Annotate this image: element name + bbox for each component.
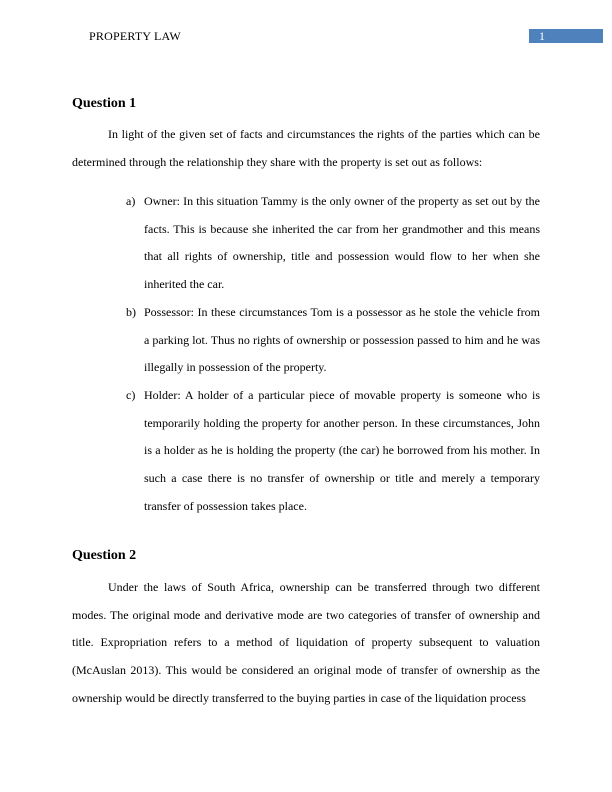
list-marker: b): [126, 304, 136, 319]
list-marker: c): [126, 387, 136, 402]
list-item: [72, 382, 540, 521]
list-item: [72, 188, 540, 299]
question-2-body: [72, 574, 540, 713]
list-marker: a): [126, 194, 136, 208]
question-2-body-text: Under the laws of South Africa, ownership can be transferred through two different modes. The original mode and derivative mode are two categories of transfer of ownership and title. Expropriation refers to a method of liquidation of property subsequent to valuation (McAuslan 2013). This would be considered an original mode of transfer of ownership as the ownership would be directly transferred to the buying parties in case of the liquidation process: [72, 580, 540, 705]
rights-list: [72, 188, 540, 520]
question-2-heading: Question 2: [72, 548, 137, 563]
list-item-text: Possessor: In these circumstances Tom is a possessor as he stole the vehicle from a parking lot. Thus no rights of ownership or possession passed to him and he was illegally in possession of the property.: [144, 304, 540, 375]
list-item-text: Owner: In this situation Tammy is the only owner of the property as set out by the facts. This is because she inherited the car from her grandmother and this means that all rights of ownership, title and possession would flow to her when she inherited the car.: [144, 194, 540, 292]
page-number: 1: [539, 29, 545, 43]
running-header-title: PROPERTY LAW: [89, 29, 181, 43]
page-number-badge: [529, 29, 603, 43]
list-item: [72, 299, 540, 382]
question-1-heading: Question 1: [72, 96, 137, 111]
list-item-text: Holder: A holder of a particular piece of movable property is someone who is temporarily holding the property for another person. In these circumstances, John is a holder as he is holding the property (the car) he borrowed from his mother. In such a case there is no transfer of ownership or title and merely a temporary transfer of possession takes place.: [144, 387, 540, 513]
question-1-intro: [72, 121, 540, 176]
question-1-intro-text: In light of the given set of facts and circumstances the rights of the parties which can be determined through the relationship they share with the property is set out as follows:: [72, 127, 540, 169]
